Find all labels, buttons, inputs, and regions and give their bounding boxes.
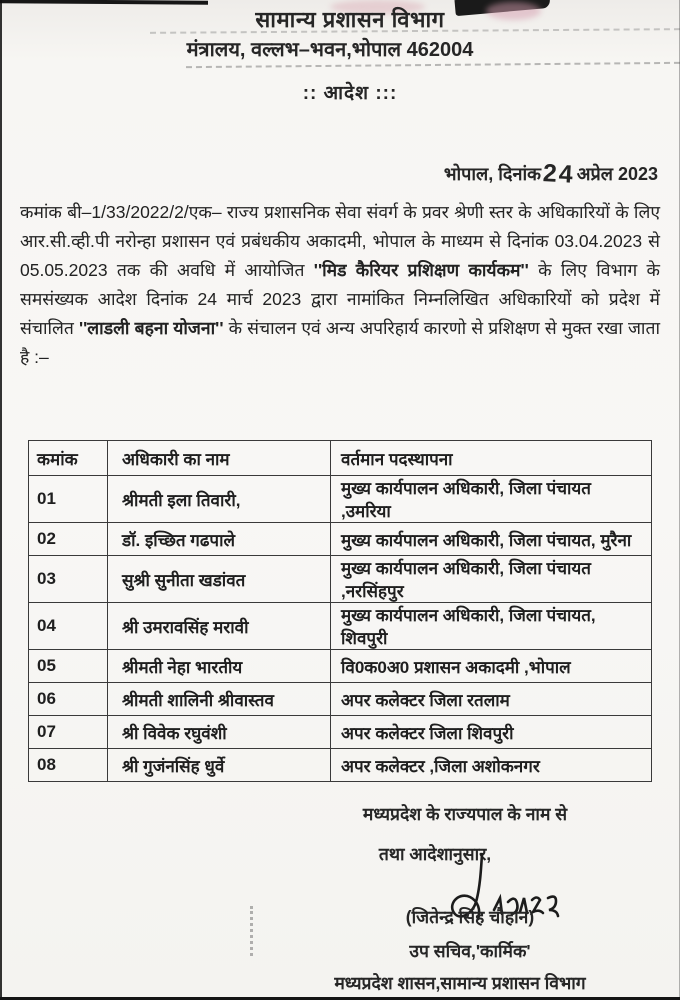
table-header-row bbox=[29, 441, 652, 476]
signatory-name: (जितेन्द्र सिंह चौहान) bbox=[405, 907, 535, 927]
order-paragraph bbox=[20, 198, 660, 372]
serial-cell: 03 bbox=[29, 556, 108, 603]
officers-table bbox=[28, 440, 652, 782]
table-row bbox=[29, 476, 652, 523]
posting-cell: अपर कलेक्टर जिला रतलाम bbox=[331, 683, 652, 716]
table-row bbox=[29, 650, 652, 683]
paragraph-text: कमांक बी–1/33/2022/2/एक– राज्य प्रशासनिक सेवा संवर्ग के प्रवर श्रेणी स्तर के अधिकारियों के लिए आर.सी.व्ही.पी नरोन्हा प्रशासन एवं प्रबंधकीय अकादमी, भोपाल के माध्यम से दिनांक 03.04.2023 से 05.05.2023 तक की अवधि में आयोजित bbox=[20, 202, 660, 280]
paragraph-text: के लिए विभाग के समसंख्यक आदेश दिनांक 24 मार्च 2023 द्वारा नामांकित निम्नलिखित अधिकारियों को प्रदेश में संचालित bbox=[20, 260, 660, 338]
serial-cell: 08 bbox=[29, 749, 108, 782]
scan-edge-left bbox=[0, 0, 2, 1000]
table-row bbox=[29, 749, 652, 782]
signatory-department: मध्यप्रदेश शासन,सामान्य प्रशासन विभाग bbox=[334, 973, 586, 993]
dateline bbox=[444, 158, 658, 187]
serial-cell: 07 bbox=[29, 716, 108, 749]
table-row bbox=[29, 556, 652, 603]
authority-line-1: मध्यप्रदेश के राज्यपाल के नाम से bbox=[362, 804, 568, 824]
table-row bbox=[29, 523, 652, 556]
name-cell: श्रीमती इला तिवारी, bbox=[108, 476, 331, 523]
posting-cell: मुख्य कार्यपालन अधिकारी, जिला पंचायत, मुरैना bbox=[331, 523, 652, 556]
dateline-prefix: भोपाल, दिनांक bbox=[443, 164, 541, 184]
table-row bbox=[29, 716, 652, 749]
posting-cell: मुख्य कार्यपालन अधिकारी, जिला पंचायत ,नरसिंहपुर bbox=[331, 556, 652, 603]
name-cell: श्रीमती नेहा भारतीय bbox=[108, 650, 331, 683]
serial-cell: 02 bbox=[29, 523, 108, 556]
posting-cell: मुख्य कार्यपालन अधिकारी, जिला पंचायत ,उमरिया bbox=[331, 476, 652, 523]
header-serial: कमांक bbox=[29, 441, 108, 476]
serial-cell: 01 bbox=[29, 476, 108, 523]
officers-table-body bbox=[29, 476, 652, 782]
table-row bbox=[29, 603, 652, 650]
serial-cell: 04 bbox=[29, 603, 108, 650]
table-row bbox=[29, 683, 652, 716]
posting-cell: अपर कलेक्टर जिला शिवपुरी bbox=[331, 716, 652, 749]
serial-cell: 05 bbox=[29, 650, 108, 683]
department-address: मंत्रालय, वल्लभ–भवन,भोपाल 462004 bbox=[186, 39, 474, 61]
name-cell: श्री विवेक रघुवंशी bbox=[108, 716, 331, 749]
name-cell: श्री उमरावसिंह मरावी bbox=[108, 603, 331, 650]
scan-artifact-dotted-line bbox=[250, 906, 256, 956]
bold-phrase: ''लाडली बहना योजना'' bbox=[78, 318, 224, 338]
posting-cell: मुख्य कार्यपालन अधिकारी, जिला पंचायत, शिवपुरी bbox=[331, 603, 652, 650]
serial-cell: 06 bbox=[29, 683, 108, 716]
bold-phrase: ''मिड कैरियर प्रशिक्षण कार्यकम'' bbox=[313, 260, 529, 280]
signatory-post: उप सचिव,'कार्मिक' bbox=[409, 941, 531, 961]
dateline-suffix: अप्रेल 2023 bbox=[576, 164, 658, 184]
paragraph-text: के संचालन एवं अन्य अपरिहार्य कारणो से प्रशिक्षण से मुक्त रखा जाता है :– bbox=[20, 318, 660, 367]
header-officer-name: अधिकारी का नाम bbox=[108, 441, 331, 476]
name-cell: श्रीमती शालिनी श्रीवास्तव bbox=[108, 683, 331, 716]
scan-artifact-streak bbox=[186, 62, 680, 68]
order-title: :: आदेश ::: bbox=[302, 83, 398, 104]
department-title: सामान्य प्रशासन विभाग bbox=[255, 7, 445, 32]
name-cell: श्री गुजंनसिंह धुर्वे bbox=[108, 749, 331, 782]
name-cell: सुश्री सुनीता खडांवत bbox=[108, 556, 331, 603]
header-current-posting: वर्तमान पदस्थापना bbox=[331, 441, 652, 476]
handwritten-day: 24 bbox=[542, 159, 576, 189]
authority-line-2: तथा आदेशानुसार, bbox=[378, 844, 492, 864]
posting-cell: अपर कलेक्टर ,जिला अशोकनगर bbox=[331, 749, 652, 782]
name-cell: डॉ. इच्छित गढपाले bbox=[108, 523, 331, 556]
posting-cell: वि0क0अ0 प्रशासन अकादमी ,भोपाल bbox=[331, 650, 652, 683]
